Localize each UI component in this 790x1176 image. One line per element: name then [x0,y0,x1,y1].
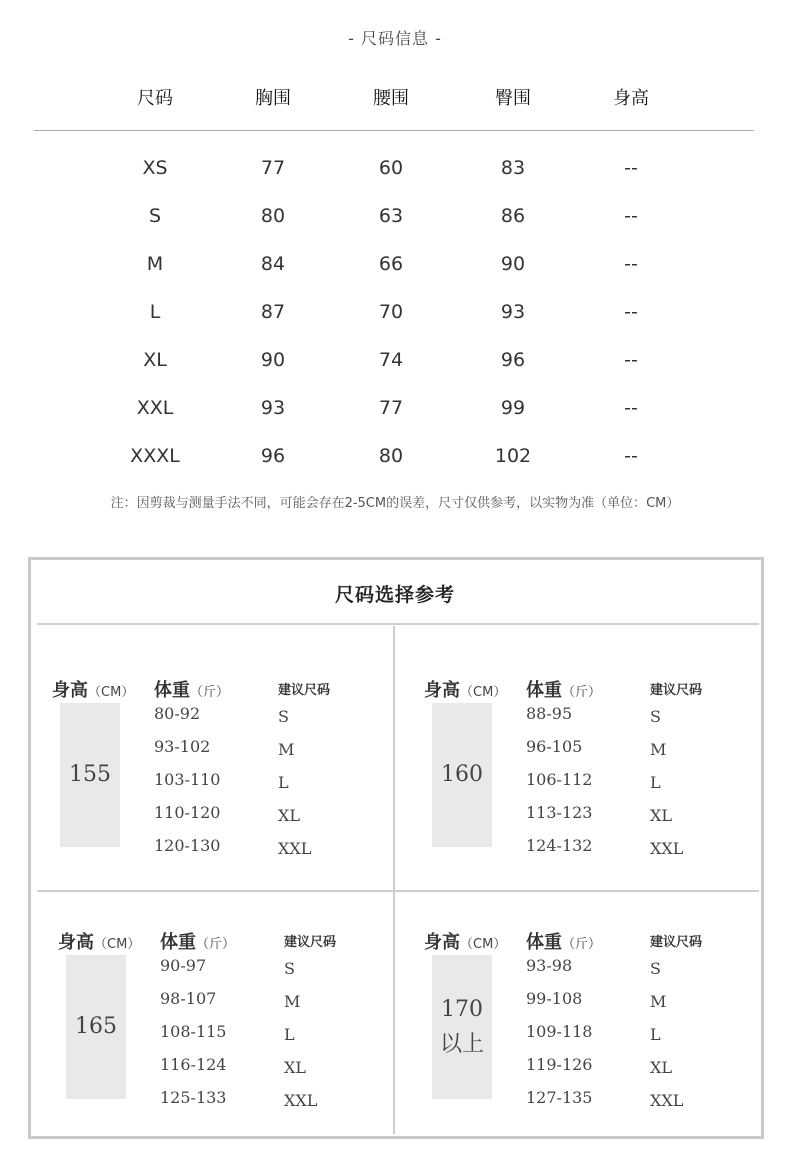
header-chest: 胸围 [255,88,291,109]
weight-range: 80-92 [154,704,201,723]
cell-height: -- [624,157,638,179]
weight-range: 120-130 [154,836,221,855]
header-divider [34,130,754,131]
reference-title: 尺码选择参考 [334,584,455,606]
weight-label [526,676,601,702]
reference-panel [424,676,774,916]
header-waist: 腰围 [373,88,409,109]
weight-unit: （斤） [562,937,602,952]
height-value: 155 [69,762,111,788]
height-unit: （CM） [88,685,135,700]
height-unit: （CM） [460,937,507,952]
cell-height: -- [624,397,638,419]
weight-range: 93-102 [154,737,211,756]
cell-size: XL [143,349,167,371]
cell-hip: 83 [500,157,526,179]
cell-hip: 93 [500,301,526,323]
height-label-text: 身高 [52,680,88,701]
suggested-size: S [284,959,295,978]
height-label [58,928,140,954]
suggested-size: XXL [650,1091,684,1110]
height-value-box [432,703,492,847]
cell-waist: 63 [378,205,404,227]
cell-height: -- [624,253,638,275]
cell-size: S [148,205,162,227]
suggested-size: XL [278,806,301,825]
table-row [34,196,754,236]
suggested-size: S [650,707,661,726]
cell-hip: 96 [500,349,526,371]
weight-range: 127-135 [526,1088,593,1107]
cell-chest: 87 [260,301,286,323]
weight-unit: （斤） [562,685,602,700]
suggested-size-label: 建议尺码 [650,683,703,698]
header-height: 身高 [613,88,649,109]
suggested-size: XXL [284,1091,318,1110]
cell-chest: 96 [260,445,286,467]
weight-label [154,676,229,702]
suggested-size: XL [650,806,673,825]
weight-range: 88-95 [526,704,573,723]
height-value: 170 [441,996,483,1022]
suggested-size: L [278,773,289,792]
measurement-note: 注：因剪裁与测量手法不同，可能会存在2-5CM的误差，尺寸仅供参考，以实物为准（单位：CM） [110,496,680,511]
weight-range: 103-110 [154,770,221,789]
weight-label-text: 体重 [526,680,562,701]
reference-panel [52,676,402,916]
weight-range: 124-132 [526,836,593,855]
weight-range: 106-112 [526,770,593,789]
cell-waist: 80 [378,445,404,467]
section-title: - 尺码信息 - [348,29,442,48]
cell-waist: 60 [378,157,404,179]
weight-range: 93-98 [526,956,573,975]
suggested-size: M [650,740,667,759]
height-unit: （CM） [94,937,141,952]
suggested-size: L [650,773,661,792]
suggested-size: XL [284,1058,307,1077]
cell-chest: 77 [260,157,286,179]
table-row [34,340,754,380]
height-value-box [60,703,120,847]
cell-size: XXXL [130,445,180,467]
height-value: 160 [441,762,483,788]
suggested-size: XXL [650,839,684,858]
cell-chest: 93 [260,397,286,419]
cell-size: M [146,253,164,275]
title-divider [37,623,759,625]
table-row [34,436,754,476]
weight-range: 99-108 [526,989,583,1008]
cell-size: XXL [136,397,174,419]
cell-waist: 74 [378,349,404,371]
suggested-size: M [278,740,295,759]
weight-range: 125-133 [160,1088,227,1107]
table-row [34,148,754,188]
cell-hip: 102 [494,445,532,467]
suggested-size: XXL [278,839,312,858]
cell-hip: 99 [500,397,526,419]
weight-range: 108-115 [160,1022,227,1041]
weight-label-text: 体重 [154,680,190,701]
cell-hip: 90 [500,253,526,275]
cell-waist: 70 [378,301,404,323]
height-label [424,928,506,954]
suggested-size-label: 建议尺码 [278,683,331,698]
weight-range: 96-105 [526,737,583,756]
cell-height: -- [624,349,638,371]
height-label-text: 身高 [424,932,460,953]
height-value-box [432,955,492,1099]
weight-label-text: 体重 [160,932,196,953]
cell-waist: 77 [378,397,404,419]
cell-height: -- [624,301,638,323]
suggested-size: S [278,707,289,726]
weight-range: 116-124 [160,1055,227,1074]
header-size: 尺码 [137,88,173,109]
height-label-text: 身高 [58,932,94,953]
suggested-size-label: 建议尺码 [650,935,703,950]
table-row [34,292,754,332]
size-table-header [34,79,754,119]
cell-chest: 90 [260,349,286,371]
weight-label [526,928,601,954]
weight-range: 119-126 [526,1055,593,1074]
height-label [52,676,134,702]
table-row [34,244,754,284]
suggested-size: M [650,992,667,1011]
cell-size: XS [142,157,168,179]
weight-label [160,928,235,954]
cell-height: -- [624,445,638,467]
height-value: 165 [75,1014,117,1040]
weight-unit: （斤） [190,685,230,700]
suggested-size-label: 建议尺码 [284,935,337,950]
table-row [34,388,754,428]
height-label [424,676,506,702]
height-value: 以上 [439,1032,484,1057]
header-hip: 臀围 [495,88,531,109]
suggested-size: L [650,1025,661,1044]
weight-unit: （斤） [196,937,236,952]
weight-range: 113-123 [526,803,593,822]
suggested-size: S [650,959,661,978]
cell-height: -- [624,205,638,227]
suggested-size: XL [650,1058,673,1077]
cell-chest: 80 [260,205,286,227]
suggested-size: M [284,992,301,1011]
cell-waist: 66 [378,253,404,275]
height-unit: （CM） [460,685,507,700]
weight-range: 109-118 [526,1022,593,1041]
height-label-text: 身高 [424,680,460,701]
weight-range: 90-97 [160,956,207,975]
reference-panel [58,928,408,1168]
cell-chest: 84 [260,253,286,275]
weight-label-text: 体重 [526,932,562,953]
suggested-size: L [284,1025,295,1044]
cell-size: L [149,301,161,323]
height-value-box [66,955,126,1099]
reference-panel [424,928,774,1168]
weight-range: 98-107 [160,989,217,1008]
cell-hip: 86 [500,205,526,227]
weight-range: 110-120 [154,803,221,822]
